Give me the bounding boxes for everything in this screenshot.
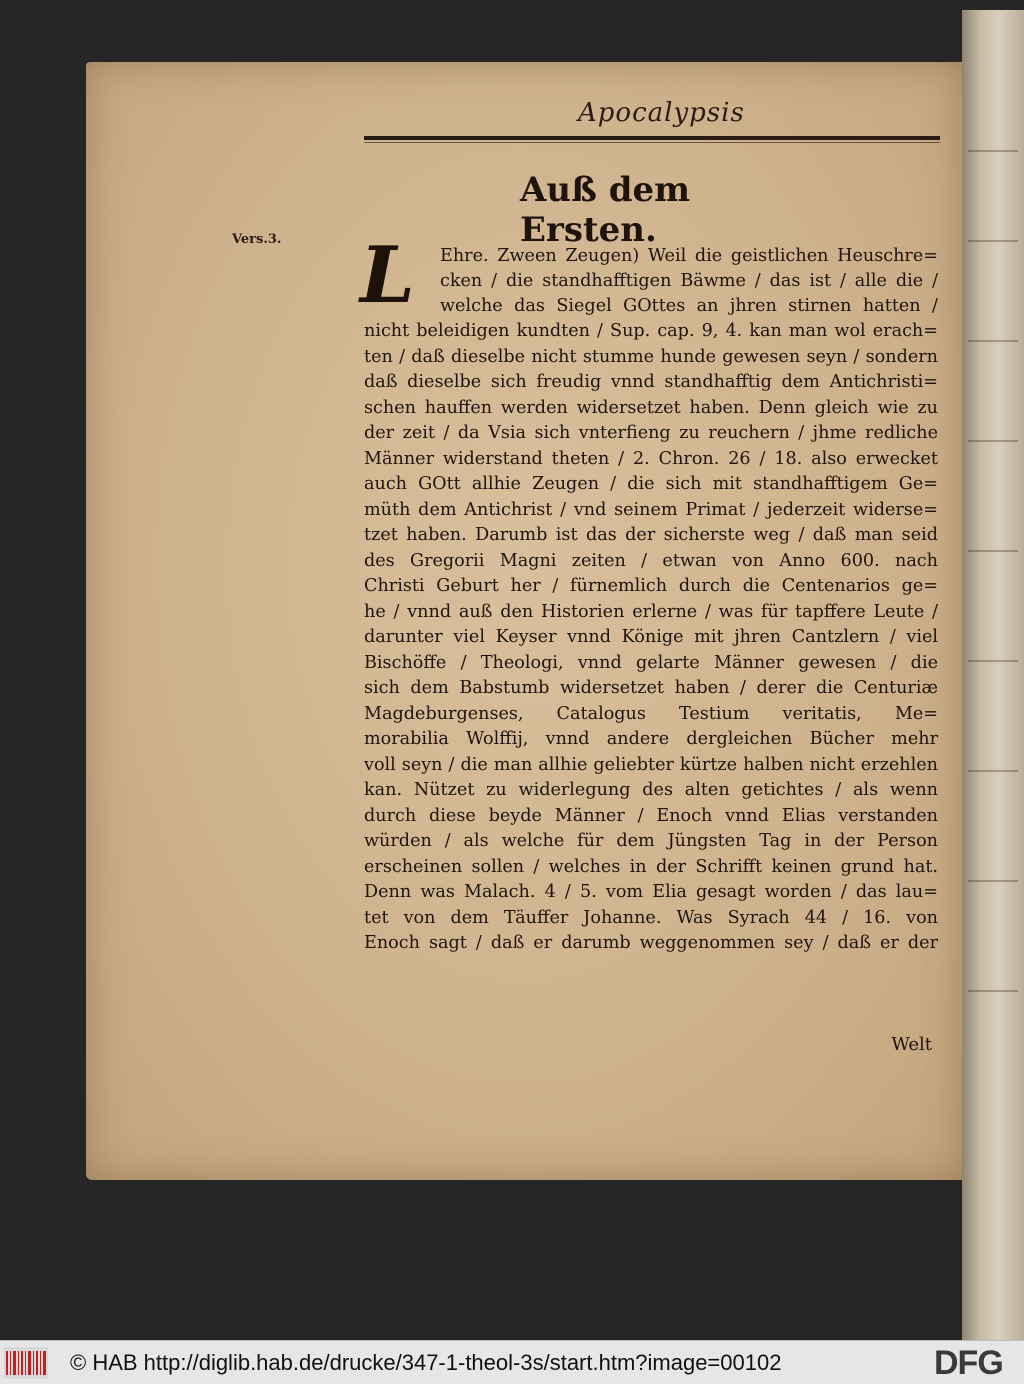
text-line: Enoch sagt / daß er darumb weggenommen sey / daß er der <box>364 933 938 953</box>
text-line: Ehre. Zween Zeugen) Weil die geistlichen Heuschre= <box>440 246 938 266</box>
text-line: Christi Geburt her / fürnemlich durch die Centenarios ge= <box>364 576 938 596</box>
text-line: Magdeburgenses, Catalogus Testium veritatis, Me= <box>364 704 938 724</box>
text-line: Denn was Malach. 4 / 5. vom Elia gesagt worden / das lau= <box>364 882 938 902</box>
decorated-initial: L <box>360 230 415 321</box>
text-line: voll seyn / die man allhie geliebter kürtze halben nicht erzehlen <box>364 755 938 775</box>
header-rule <box>364 136 940 140</box>
text-line: würden / als welche für dem Jüngsten Tag in der Person <box>364 831 938 851</box>
text-line: durch diese beyde Männer / Enoch vnnd Elias verstanden <box>364 806 938 826</box>
text-line: he / vnnd auß den Historien erlerne / was für tapffere Leute / <box>364 602 938 622</box>
viewer-footer <box>0 1340 1024 1384</box>
text-line: schen hauffen werden widersetzet haben. Denn gleich wie zu <box>364 398 938 418</box>
text-line: tzet haben. Darumb ist das der sicherste weg / daß man seid <box>364 525 938 545</box>
text-line: tet von dem Täuffer Johanne. Was Syrach 44 / 16. von <box>364 908 938 928</box>
barcode-icon <box>4 1347 48 1379</box>
text-line: Männer widerstand theten / 2. Chron. 26 / 18. also erwecket <box>364 449 938 469</box>
text-line: Bischöffe / Theologi, vnnd gelarte Männer gewesen / die <box>364 653 938 673</box>
text-line: welche das Siegel GOttes an jhren stirnen hatten / <box>440 296 938 316</box>
text-line: darunter viel Keyser vnnd Könige mit jhren Cantzlern / viel <box>364 627 938 647</box>
text-line: cken / die standhafftigen Bäwme / das ist / alle die / <box>440 271 938 291</box>
text-line: erscheinen sollen / welches in der Schrifft keinen grund hat. <box>364 857 938 877</box>
text-line: nicht beleidigen kundten / Sup. cap. 9, 4. kan man wol erach= <box>364 321 938 341</box>
text-line: auch GOtt allhie Zeugen / die sich mit standhafftigem Ge= <box>364 474 938 494</box>
text-line: ten / daß dieselbe nicht stumme hunde gewesen seyn / sondern <box>364 347 938 367</box>
text-line: morabilia Wolffij, vnnd andere dergleichen Bücher mehr <box>364 729 938 749</box>
source-url[interactable]: © HAB http://diglib.hab.de/drucke/347-1-theol-3s/start.htm?image=00102 <box>70 1350 782 1375</box>
section-heading: Auß dem Ersten. <box>520 170 691 250</box>
text-line: daß dieselbe sich freudig vnnd standhafftig dem Antichristi= <box>364 372 938 392</box>
header-rule-thin <box>364 142 940 143</box>
margin-note: Vers.3. <box>232 232 282 247</box>
text-line: des Gregorii Magni zeiten / etwan von Anno 600. nach <box>364 551 938 571</box>
dfg-logo: DFG <box>934 1344 1003 1382</box>
catchword: Welt <box>891 1034 932 1055</box>
running-head: Apocalypsis <box>578 98 745 128</box>
text-line: kan. Nützet zu widerlegung des alten getichtes / als wenn <box>364 780 938 800</box>
text-line: sich dem Babstumb widersetzet haben / derer die Centuriæ <box>364 678 938 698</box>
text-line: der zeit / da Vsia sich vnterfieng zu reuchern / jhme redliche <box>364 423 938 443</box>
text-line: müth dem Antichrist / vnd seinem Primat / jederzeit widerse= <box>364 500 938 520</box>
facing-page-edge <box>962 10 1024 1340</box>
